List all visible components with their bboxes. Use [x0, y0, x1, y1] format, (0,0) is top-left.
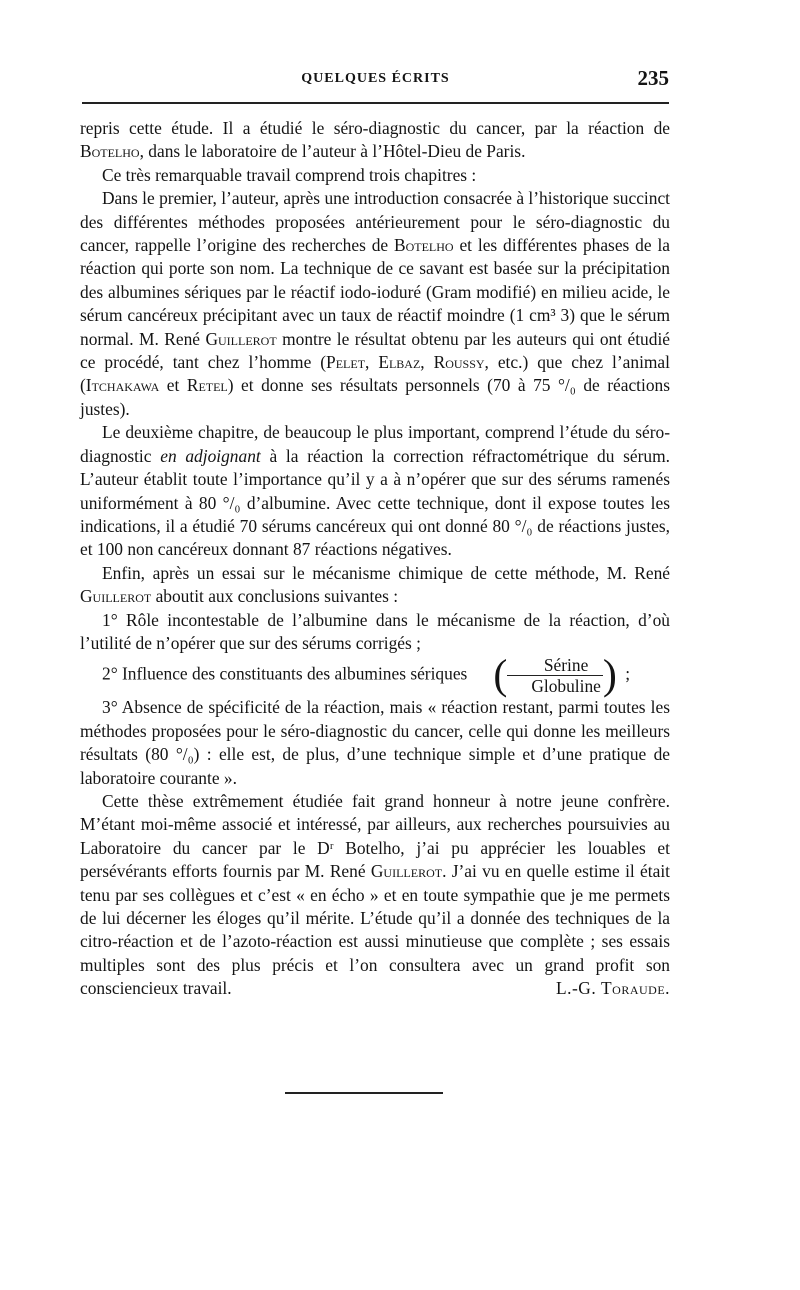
name-guillerot: Guillerot — [205, 328, 277, 349]
name-guillerot: Guillerot — [370, 861, 443, 882]
running-title: QUELQUES ÉCRITS — [301, 71, 450, 86]
name-botelho: Botelho — [394, 235, 454, 256]
paragraph-3: Dans le premier, l’auteur, après une introduction consacrée à l’historique succinct des différentes méthodes proposées antérieurement pour le séro-diagnostic du cancer, rappelle l’origine des recherches de Botelho et les différentes phases de la réaction qui porte son nom. La technique de ce savant est basée sur la précipitation des albumines sériques par le réactif iodo-ioduré (Gram modifié) en milieu acide, le sérum cancéreux précipitant avec un taux de réactif moindre (1 cm³ 3) que le sérum normal. M. René Guillerot montre le résultat obtenu par les auteurs qui ont étudié ce procédé, tant chez l’homme (Pelet, Elbaz, Roussy, etc.) que chez l’animal (Itchakawa et Retel) et donne ses résultats personnels (70 à 75 °/₀ de réactions justes). — [80, 188, 670, 419]
paragraph-5: Enfin, après un essai sur le mécanisme chimique de cette méthode, M. René Guillerot aboutit aux conclusions suivantes : — [80, 562, 670, 607]
conclusion-2: 2° Influence des constituants des albumines sériques ( $\frac{\text{Sérine}}{\text{Globuline}}$ ) ; — [102, 652, 631, 699]
paragraph-4: Le deuxième chapitre, de beaucoup le plus important, comprend l’étude du séro-diagnostic en adjoignant à la réaction la correction réfractométrique du sérum. L’auteur établit toute l’importance qu’il y a à n’opérer que sur des sérums ramenés uniformément à 80 °/₀ d’albumine. Avec cette technique, dont il expose toutes les indications, il a étudié 70 sérums cancéreux qui ont donné 80 °/₀ de réactions justes, et 100 non cancéreux donnant 87 réactions négatives. — [80, 422, 670, 560]
name-elbaz: Elbaz — [378, 352, 421, 373]
fraction-numerator: Sérine — [543, 655, 589, 676]
body-text — [80, 117, 670, 1001]
left-paren: ( — [493, 652, 508, 699]
fraction-denominator: Globuline — [507, 675, 603, 696]
conclusion-1: 1° Rôle incontestable de l’albumine dans le mécanisme de la réaction, d’où l’utilité de n’opérer que sur des sérums corrigés ; — [80, 609, 670, 653]
paragraph-1: repris cette étude. Il a étudié le séro-diagnostic du cancer, par la réaction de Botelho, dans le laboratoire de l’auteur à l’Hôtel-Dieu de Paris. — [80, 118, 670, 162]
name-botelho: Botelho — [80, 141, 140, 162]
conclusion-3: 3° Absence de spécificité de la réaction, mais « réaction restant, parmi toutes les méthodes proposées pour le séro-diagnostic du cancer, celle qui donne les meilleurs résultats (80 °/₀) : elle est, de plus, d’une technique simple et d’une pratique de laboratoire courante ». — [80, 697, 670, 788]
name-pelet: Pelet — [326, 352, 366, 373]
name-retel: Retel — [186, 375, 228, 396]
header-rule — [82, 102, 669, 104]
signature: L.-G. Toraude. — [556, 978, 670, 999]
closing-rule — [285, 1092, 443, 1094]
serine-globuline-fraction — [471, 652, 617, 699]
name-roussy: Roussy — [433, 352, 485, 373]
page-number: 235 — [637, 66, 669, 90]
paragraph-closing: Cette thèse extrêmement étudiée fait grand honneur à notre jeune confrère. M’étant moi-même associé et intéressé, par ailleurs, aux recherches poursuivies au Laboratoire du cancer par le Dʳ Botelho, j’ai pu apprécier les louables et persévérants efforts fournis par M. René Guillerot. J’ai vu en quelle estime il était tenu par ses collègues et c’est « en écho » et en toute sympathie que je me permets de lui décerner les éloges qu’il mérite. L’étude qu’il a donnée des techniques de la citro-réaction et de l’azoto-réaction est aussi minutieuse que complète ; ses essais multiples sont des plus précis et l’on consultera avec un grand profit son consciencieux travail. L.-G. Toraude. — [80, 790, 670, 1001]
italic-phrase: en adjoignant — [160, 445, 261, 466]
page-header — [82, 66, 669, 94]
name-itchakawa: Itchakawa — [85, 375, 160, 396]
right-paren: ) — [602, 652, 617, 699]
name-guillerot: Guillerot — [80, 586, 152, 607]
paragraph-2: Ce très remarquable travail comprend trois chapitres : — [102, 164, 477, 185]
